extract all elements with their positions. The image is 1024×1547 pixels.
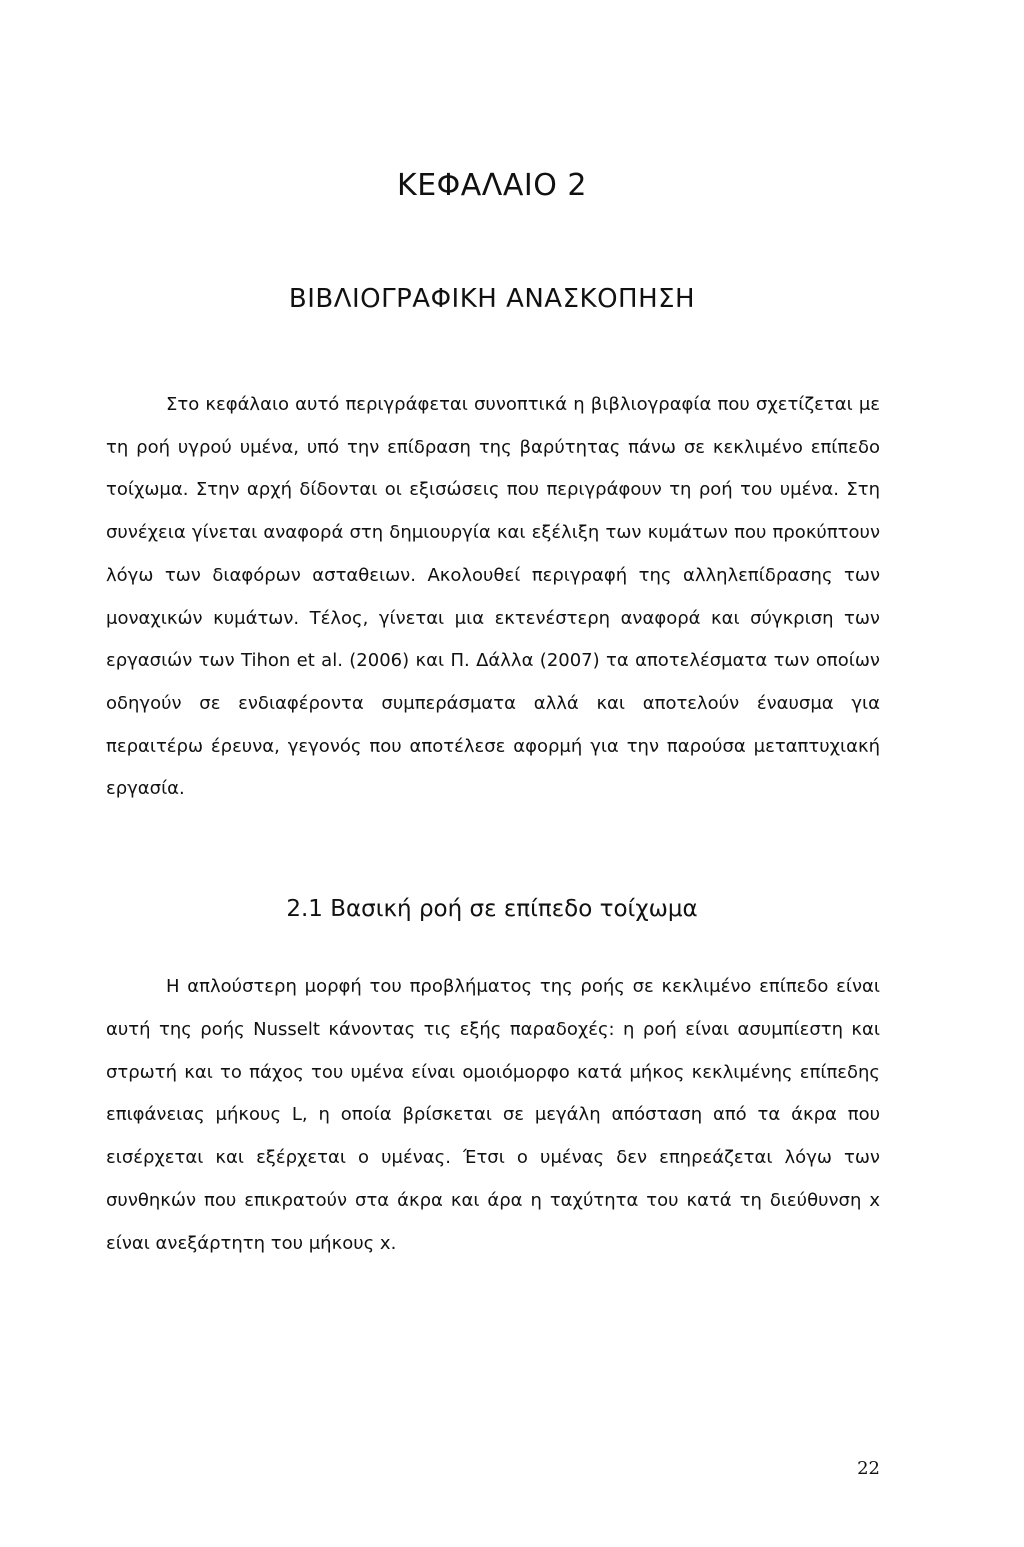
chapter-title: ΒΙΒΛΙΟΓΡΑΦΙΚΗ ΑΝΑΣΚΟΠΗΣΗ — [288, 284, 696, 314]
section-paragraph: Η απλούστερη μορφή του προβλήματος της ροής σε κεκλιμένο επίπεδο είναι αυτή της ροής Nusselt κάνοντας τις εξής παραδοχές: η ροή είναι ασυμπίεστη και στρωτή και το πάχος του υμένα είναι ομοιόμορφο κατά μήκος κεκλιμένης επίπεδης επιφάνειας μήκους L, η οποία βρίσκεται σε μεγάλη απόσταση από τα άκρα που εισέρχεται και εξέρχεται ο υμένας. Έτσι ο υμένας δεν επηρεάζεται λόγω των συνθηκών που επικρατούν στα άκρα και άρα η ταχύτητα του κατά τη διεύθυνση x είναι ανεξάρτητη του μήκους x. — [106, 976, 880, 1254]
intro-paragraph: Στο κεφάλαιο αυτό περιγράφεται συνοπτικά η βιβλιογραφία που σχετίζεται με τη ροή υγρού υμένα, υπό την επίδραση της βαρύτητας πάνω σε κεκλιμένο επίπεδο τοίχωμα. Στην αρχή δίδονται οι εξισώσεις που περιγράφουν τη ροή του υμένα. Στη συνέχεια γίνεται αναφορά στη δημιουργία και εξέλιξη των κυμάτων που προκύπτουν λόγω των διαφόρων ασταθειων. Ακολουθεί περιγραφή της αλληλεπίδρασης των μοναχικών κυμάτων. Τέλος, γίνεται μια εκτενέστερη αναφορά και σύγκριση των εργασιών των Tihon et al. (2006) και Π. Δάλλα (2007) τα αποτελέσματα των οποίων οδηγούν σε ενδιαφέροντα συμπεράσματα αλλά και αποτελούν έναυσμα για περαιτέρω έρευνα, γεγονός που αποτέλεσε αφορμή για την παρούσα μεταπτυχιακή εργασία. — [106, 394, 880, 800]
chapter-label: ΚΕΦΑΛΑΙΟ 2 — [397, 168, 587, 203]
page-number: 22 — [857, 1458, 880, 1479]
section-heading: 2.1 Βασική ροή σε επίπεδο τοίχωμα — [286, 896, 698, 922]
